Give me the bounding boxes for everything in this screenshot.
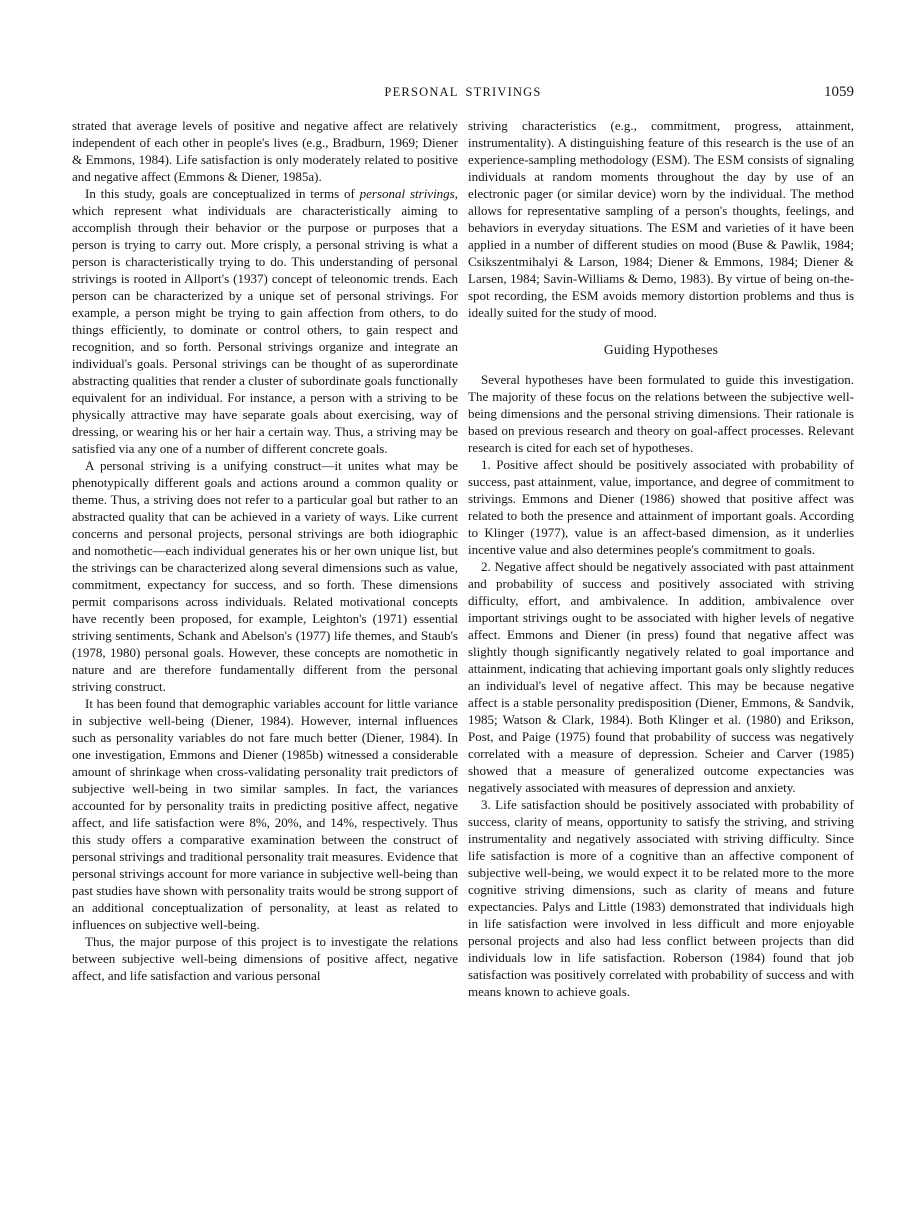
hypothesis-3-life-satisfaction: 3. Life satisfaction should be positively associated with probability of success, clarity of means, opportunity to satisfy the striving, and striving instrumentality and negatively associated with striving difficulty. Since life satisfaction is more of a cognitive than an affective component of subjective well-being, we would expect it to be related more to the more cognitive striving dimensions, such as clarity of means and future expectancies. Palys and Little (1983) demonstrated that individuals high in life satisfaction were involved in less difficult and more enjoyable personal projects and also had less conflict between projects than did individuals low in life satisfaction. Roberson (1984) found that job satisfaction was positively correlated with probability of success and with means known to achieve goals. [468, 797, 854, 999]
paragraph-demographic-variables: It has been found that demographic variables account for little variance in subjective well-being (Diener, 1984). However, internal influences such as personality variables do not fare much better (Diener, 1984). In one investigation, Emmons and Diener (1985b) witnessed a considerable amount of shrinkage when cross-validating personality trait predictors of subjective well-being in two similar samples. In fact, the variances accounted for by personality traits in predicting positive affect, negative affect, and life satisfaction were 8%, 20%, and 14%, respectively. Thus this study offers a comparative examination between the construct of personal strivings and traditional personality trait measures. Evidence that personal strivings account for more variance in subjective well-being than past studies have shown with personality traits would be strong support of an additional conceptualization of personality, at least as related to influences on subjective well-being. [72, 696, 458, 932]
paragraph-esm-method: striving characteristics (e.g., commitment, progress, attainment, instrumentality). A distinguishing feature of this research is the use of an experience-sampling methodology (ESM). The ESM consists of signaling individuals at random moments throughout the day by use of an electronic pager (or similar device) worn by the individual. The method allows for representative sampling of a person's thoughts, feelings, and behaviors in everyday situations. The ESM and varieties of it have been applied in a number of different studies on mood (Buse & Pawlik, 1984; Csikszentmihalyi & Larson, 1984; Diener & Emmons, 1984; Diener & Larsen, 1984; Savin-Williams & Demo, 1983). By virtue of being on-the-spot recording, the ESM avoids memory distortion problems and thus is ideally suited for the study of mood. [468, 118, 854, 320]
left-column [72, 117, 458, 1000]
paragraph-hypotheses-intro: Several hypotheses have been formulated to guide this investigation. The majority of these focus on the relations between the subjective well-being dimensions and the personal striving dimensions. Their rationale is based on previous research and theory on goal-affect processes. Relevant research is cited for each set of hypotheses. [468, 372, 854, 455]
running-title: PERSONAL STRIVINGS [384, 85, 542, 99]
text-run: In this study, goals are conceptualized in terms of [85, 186, 360, 201]
paragraph-personal-strivings-definition [72, 185, 458, 457]
paragraph-continued-from-previous-page: strated that average levels of positive and negative affect are relatively independent of each other in people's lives (e.g., Bradburn, 1969; Diener & Emmons, 1984). Life satisfaction is only moderately related to positive and negative affect (Emmons & Diener, 1985a). [72, 118, 458, 184]
hypothesis-2-negative-affect: 2. Negative affect should be negatively associated with past attainment and probability of success and positively associated with striving difficulty, effort, and ambivalence. In addition, ambivalence over important strivings ought to be associated with higher levels of negative affect. Emmons and Diener (in press) found that negative affect was slightly though significantly negatively related to goal importance and attainment, indicating that achieving important goals only slightly reduces an individual's level of negative affect. This may be because negative affect is a stable personality predisposition (Diener, Emmons, & Sandvik, 1985; Watson & Clark, 1984). Both Klinger et al. (1980) and Erikson, Post, and Paige (1975) found that probability of success was negatively correlated with a measure of depression. Scheier and Carver (1985) showed that a measure of generalized outcome expectancies was negatively associated with measures of depression and anxiety. [468, 559, 854, 795]
page-header [72, 84, 854, 101]
italic-term-personal-strivings: personal strivings [359, 186, 455, 201]
two-column-body [72, 117, 854, 1000]
paragraph-major-purpose: Thus, the major purpose of this project is to investigate the relations between subjective well-being dimensions of positive affect, negative affect, and life satisfaction and various personal [72, 934, 458, 983]
paragraph-unifying-construct: A personal striving is a unifying construct—it unites what may be phenotypically different goals and actions around a common quality or theme. Thus, a striving does not refer to a particular goal but rather to an abstracted quality that can be achieved in a variety of ways. Like current concerns and personal projects, personal strivings are both idiographic and nomothetic—each individual generates his or her own unique list, but the strivings can be characterized along several dimensions such as value, commitment, expectancy for success, and so forth. These dimensions permit comparisons across individuals. Related motivational concepts have recently been proposed, for example, Leighton's (1971) essential striving sentiments, Schank and Abelson's (1977) life themes, and Staub's (1978, 1980) personal goals. However, these concepts are nomothetic in nature and are therefore fundamentally different from the personal striving construct. [72, 458, 458, 694]
section-heading-guiding-hypotheses: Guiding Hypotheses [603, 342, 719, 357]
page-number: 1059 [824, 84, 854, 100]
right-column [468, 117, 854, 1000]
hypothesis-1-positive-affect: 1. Positive affect should be positively associated with probability of success, past attainment, value, importance, and degree of commitment to strivings. Emmons and Diener (1986) showed that positive affect was related to both the presence and attainment of important goals. According to Klinger (1977), value is an affect-based dimension, as it underlies incentive value and also determines people's commitment to goals. [468, 457, 854, 557]
text-run: , which represent what individuals are characteristically aiming to accomplish through their behavior or the purpose or purposes that a person is trying to carry out. More crisply, a personal striving is what a person is characteristically trying to do. This understanding of personal strivings is rooted in Allport's (1937) concept of teleonomic trends. Each person can be characterized by a unique set of personal strivings. For example, a person might be trying to gain affection from others, to do things efficiently, to dominate or control others, to gain respect and recognition, and so forth. Personal strivings organize and integrate an individual's goals. Personal strivings can be thought of as superordinate abstracting qualities that render a cluster of subordinate goals functionally equivalent for an individual. For instance, a person with a striving to be physically attractive may have separate goals about exercising, way of dressing, or wearing his or her hair a certain way. Thus, a striving may be satisfied via any one of a number of different concrete goals. [72, 186, 458, 456]
